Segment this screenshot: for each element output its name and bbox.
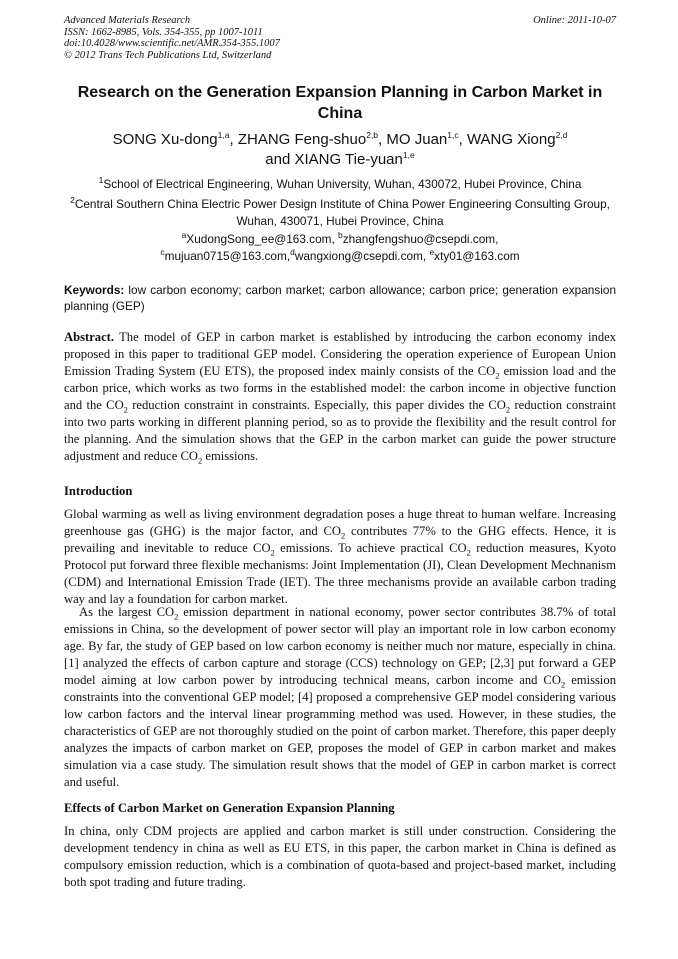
- paper-title: Research on the Generation Expansion Planning in Carbon Market in China: [77, 84, 603, 122]
- email-marker: d: [290, 246, 295, 257]
- journal-name: Advanced Materials Research: [64, 15, 191, 26]
- paragraph-text: Global warming as well as living environment degradation poses a huge threat to human welfare. Increasing greenhouse gas (GHG) is the major factor, and CO: [64, 507, 616, 538]
- affiliation-marker: 1: [98, 175, 104, 186]
- affiliation-marker: 2: [70, 195, 75, 206]
- co2-subscript: 2: [270, 547, 275, 558]
- abstract: [64, 329, 616, 465]
- email-marker: e: [429, 246, 435, 257]
- affiliation-text: School of Electrical Engineering, Wuhan University, Wuhan, 430072, Hubei Province, China: [103, 177, 582, 191]
- paragraph-text: emissions. To achieve practical CO: [274, 541, 467, 555]
- abstract-text: emissions.: [202, 449, 259, 463]
- author-list: SONG Xu-dong$^{1,a}$, ZHANG Feng-shuo$^{2,b}$, MO Juan$^{1,c}$, WANG Xiong$^{2,d}$ and XIANG Tie-yuan$^{1,e}$: [112, 130, 568, 168]
- copyright-line: © 2012 Trans Tech Publications Ltd, Switzerland: [64, 49, 272, 61]
- author-emails: [64, 231, 616, 264]
- author-affil-marker: 1,e: [402, 150, 415, 160]
- co2-subscript: 2: [466, 547, 471, 558]
- co2-subscript: 2: [495, 370, 500, 381]
- introduction-paragraph-1: [64, 506, 616, 608]
- paragraph-text: emission department in national economy, power sector contributes 38.7% of total emissions in China, so the development of power sector will play an important role in low carbon economy age. By far, the study of GEP based on low carbon economy is neither much nor mature, especially in china. [1] analyzed the effects of carbon capture and storage (CCS) technology on GEP; [2,3] put forward a GEP model aiming at low carbon power by introducing technical means, carbon income and CO: [64, 605, 616, 687]
- paragraph-text: contributes 77% to the GHG effects. Hence, it is prevailing and inevitable to reduce CO: [64, 524, 617, 555]
- abstract-text: reduction constraint into two parts working in different planning period, so as to provide the flexibility and the result control for the planning. And the simulation shows that the GEP in the carbon market can guide the power structure adjustment and reduce CO: [64, 398, 616, 463]
- journal-header: [64, 15, 616, 61]
- author-affil-marker: 1,a: [217, 130, 230, 140]
- email-link[interactable]: wangxiong@csepdi.com,: [294, 248, 427, 263]
- author-name: SONG Xu-dong: [112, 131, 218, 148]
- abstract-text: emission load and the carbon price, which works as two forms in the established model: the carbon income in objective function and the CO: [64, 364, 616, 412]
- co2-subscript: 2: [560, 679, 566, 690]
- effects-paragraph-1: In china, only CDM projects are applied and carbon market is still under construction. Considering the development tendency in china as well as EU ETS, in this paper, the carbon market in China is defined as compulsory emission reduction, which is a combination of quota-based and project-based market, including both spot trading and future trading.: [64, 824, 616, 889]
- online-date: Online: 2011-10-07: [533, 15, 616, 26]
- keywords-text: low carbon economy; carbon market; carbon allowance; carbon price; generation expansion planning (GEP): [64, 283, 617, 313]
- author-affil-marker: 2,d: [555, 130, 568, 140]
- co2-subscript: 2: [123, 404, 128, 415]
- keywords-label: Keywords:: [64, 283, 125, 297]
- email-link[interactable]: XudongSong_ee@163.com,: [186, 232, 335, 246]
- affiliation-text: Central Southern China Electric Power Design Institute of China Power Engineering Consulting Group, Wuhan, 430071, Hubei Province, China: [74, 197, 610, 228]
- email-link[interactable]: mujuan0715@163.com,: [164, 248, 291, 263]
- paragraph-text: As the largest CO: [79, 605, 175, 619]
- email-link[interactable]: zhangfengshuo@csepdi.com,: [342, 232, 499, 246]
- author-affil-marker: 1,c: [447, 130, 459, 140]
- keywords: [64, 283, 616, 314]
- issn-line: ISSN: 1662-8985, Vols. 354-355, pp 1007-1011: [64, 26, 263, 38]
- author-name: ZHANG Feng-shuo: [237, 131, 367, 148]
- email-link[interactable]: xty01@163.com: [434, 248, 520, 263]
- email-marker: a: [181, 230, 187, 241]
- email-marker: c: [160, 246, 165, 257]
- affiliation-1: [64, 176, 616, 193]
- author-name: MO Juan: [386, 131, 448, 148]
- section-heading-introduction: Introduction: [64, 484, 133, 498]
- section-heading-effects: Effects of Carbon Market on Generation Expansion Planning: [64, 801, 395, 815]
- paragraph-text: emission constraints into the conventional GEP model; [4] proposed a comprehensive GEP model considering various low carbon factors and the interval linear programming method was used. However, in these studies, the characteristics of GEP are not thoroughly studied on the point of carbon market. Therefore, this paper deeply analyzes the impacts of carbon market on GEP, proposes the model of GEP in carbon market and makes simulation via a case study. The simulation result shows that the model of GEP in carbon market is correct and useful.: [64, 673, 616, 789]
- email-marker: b: [338, 230, 343, 241]
- author-name: WANG Xiong: [466, 131, 556, 148]
- co2-subscript: 2: [340, 530, 346, 541]
- co2-subscript: 2: [174, 611, 179, 622]
- author-conjunction: and: [265, 151, 291, 168]
- author-affil-marker: 2,b: [366, 130, 379, 140]
- introduction-paragraph-2: [64, 604, 616, 791]
- abstract-label: Abstract.: [64, 330, 115, 344]
- co2-subscript: 2: [197, 455, 203, 466]
- affiliation-2: [64, 196, 616, 229]
- author-name: XIANG Tie-yuan: [294, 151, 403, 168]
- doi-line: doi:10.4028/www.scientific.net/AMR.354-355.1007: [64, 38, 280, 49]
- paragraph-text: reduction measures, Kyoto Protocol put forward three flexible mechanisms: Joint Implementation (JI), Clean Development Mechnanism (CDM) and International Emission Trade (IET). The three mechanisms provide an available carbon trading way and lay a foundation for carbon market.: [64, 541, 616, 606]
- abstract-text: The model of GEP in carbon market is established by introducing the carbon economy index proposed in this paper to traditional GEP model. Considering the operation experience of European Union Emission Trading System (EU ETS), the proposed index mainly consists of the CO: [64, 330, 617, 378]
- co2-subscript: 2: [505, 404, 511, 415]
- abstract-text: reduction constraint in constraints. Especially, this paper divides the CO: [127, 398, 506, 412]
